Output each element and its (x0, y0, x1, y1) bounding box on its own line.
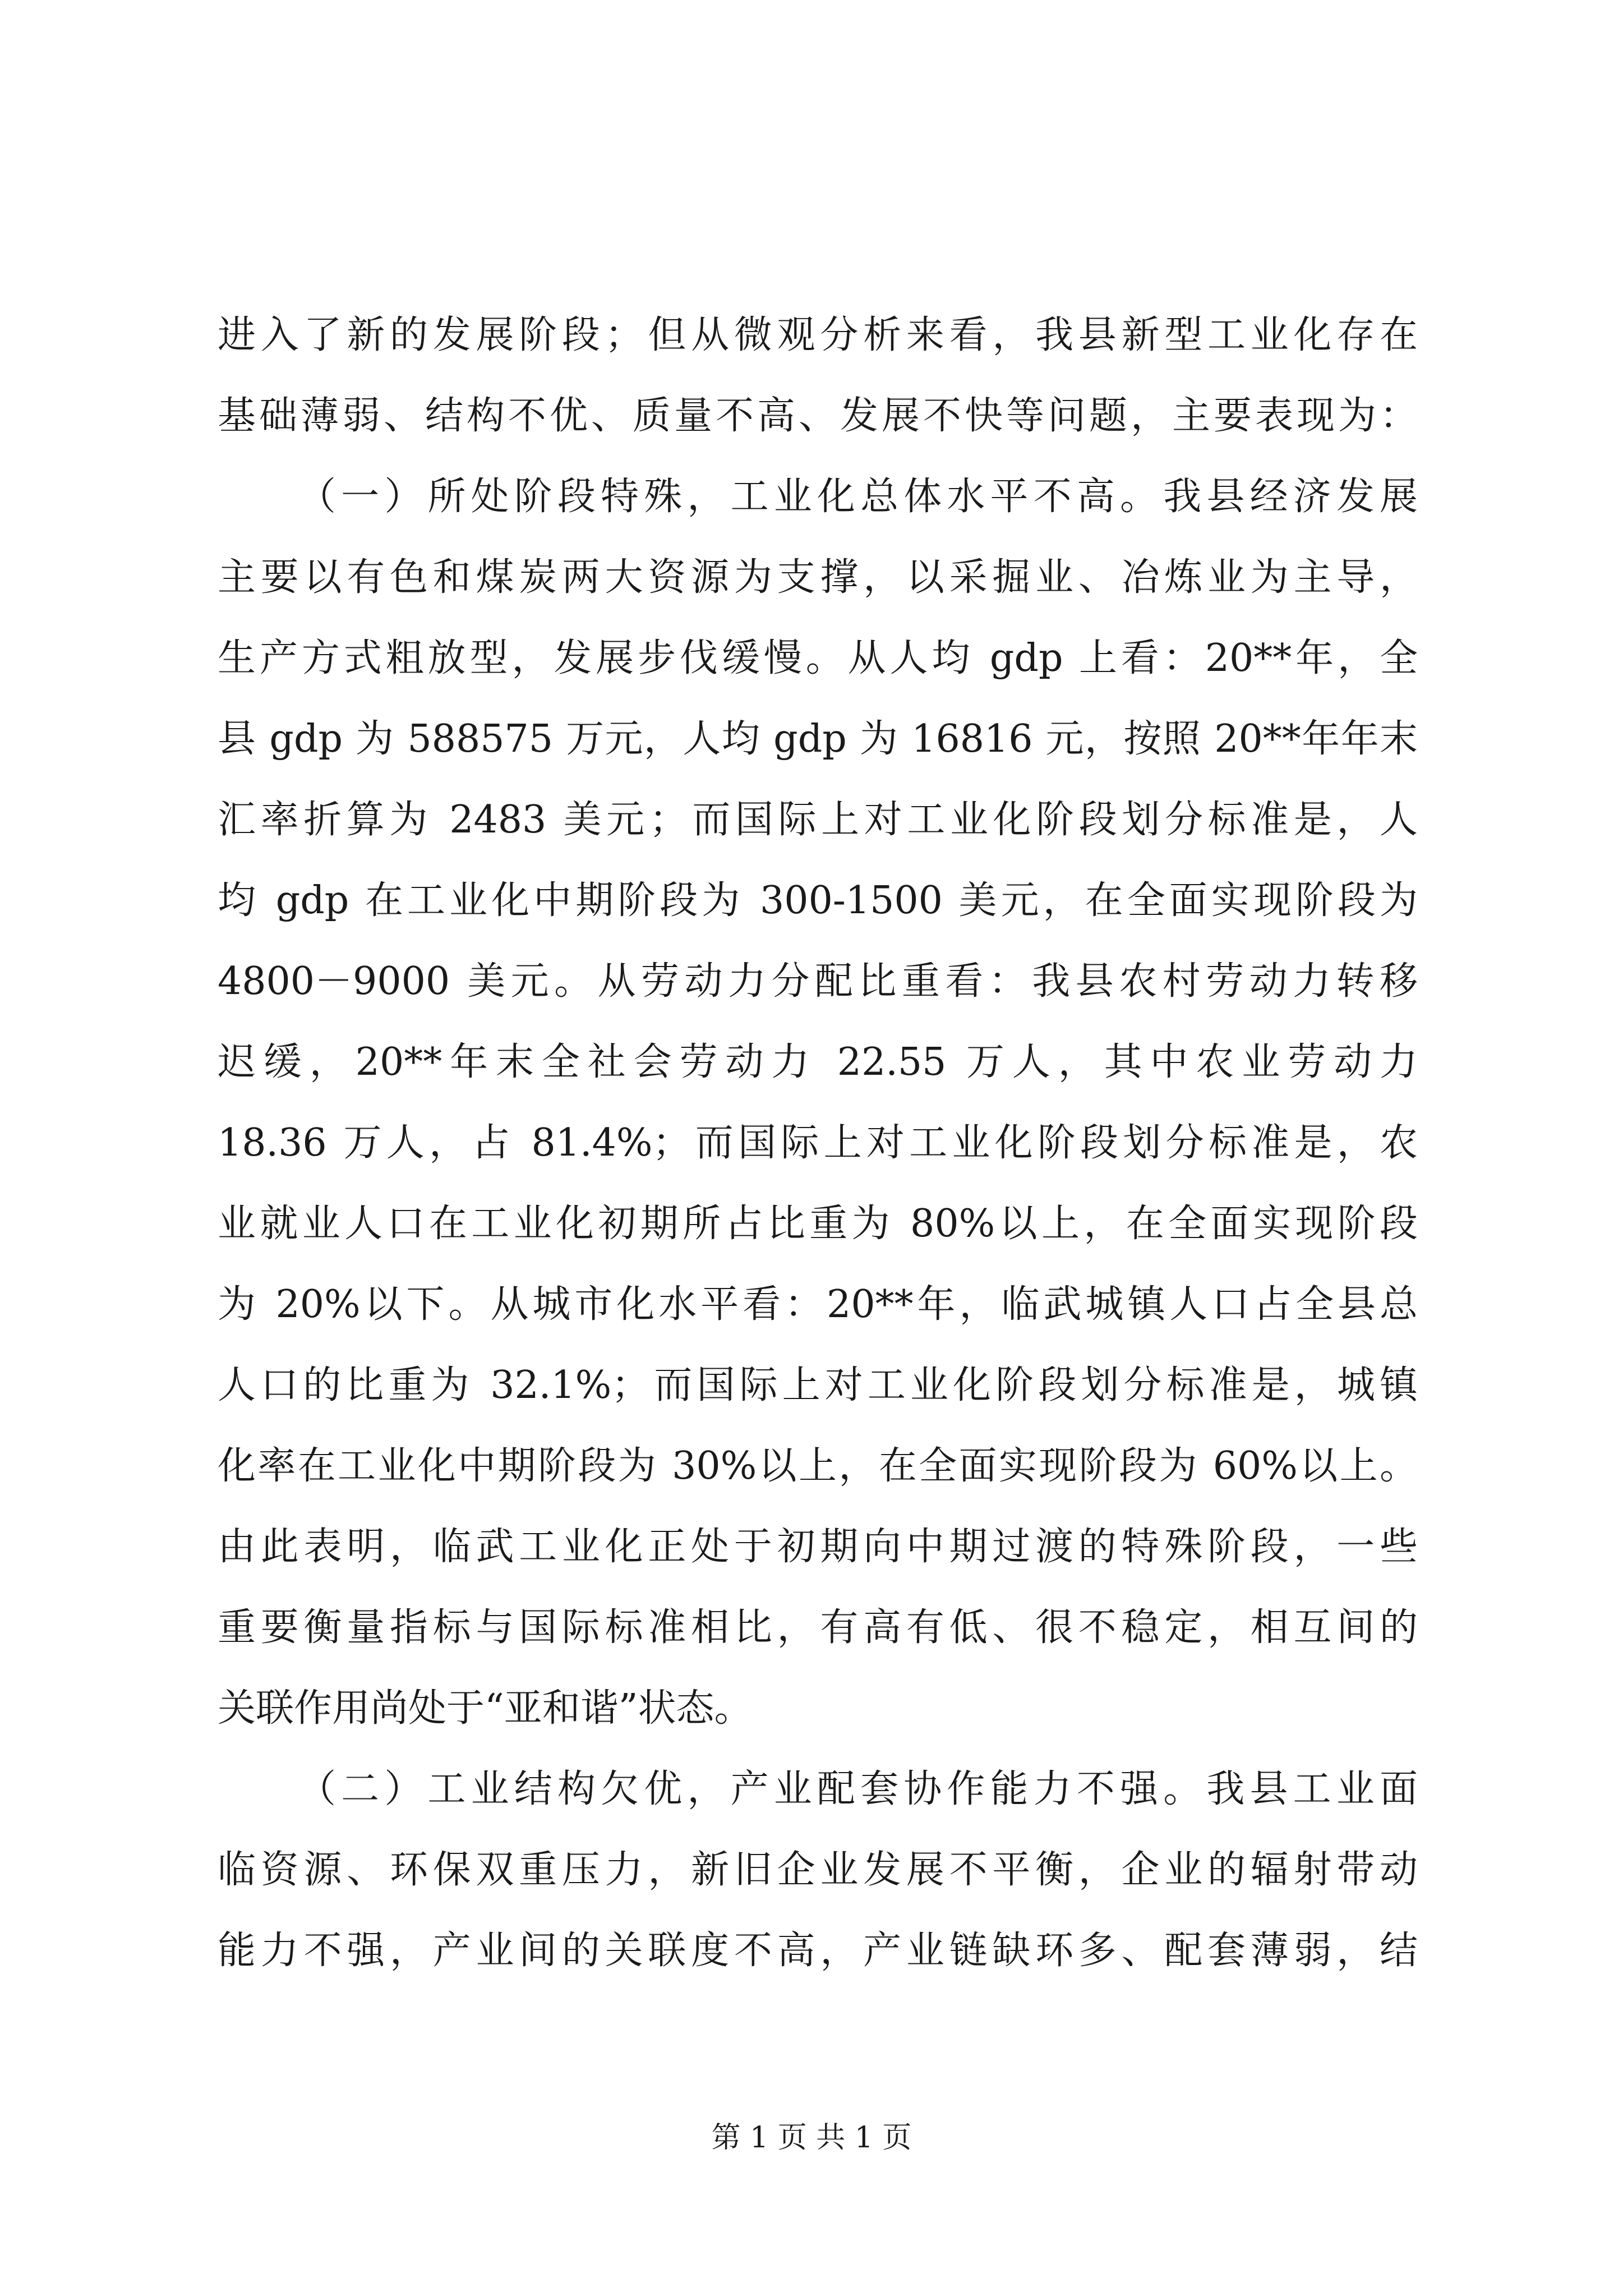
body-text-line: 业就业人口在工业化初期所占比重为 80%以上，在全面实现阶段 (218, 1202, 1418, 1246)
body-text-line: 生产方式粗放型，发展步伐缓慢。从人均 gdp 上看：20**年，全 (218, 636, 1418, 680)
body-text-line: 基础薄弱、结构不优、质量不高、发展不快等问题，主要表现为： (218, 394, 1418, 438)
body-text-line: 县 gdp 为 588575 万元，人均 gdp 为 16816 元，按照 20**年年末 (218, 717, 1418, 761)
section-1-heading-line: （一）所处阶段特殊，工业化总体水平不高。我县经济发展 (298, 475, 1418, 519)
body-text-line: 迟缓，20**年末全社会劳动力 22.55 万人，其中农业劳动力 (218, 1040, 1418, 1084)
body-text-line: 为 20%以下。从城市化水平看：20**年，临武城镇人口占全县总 (218, 1282, 1418, 1327)
body-text-line: 人口的比重为 32.1%；而国际上对工业化阶段划分标准是，城镇 (218, 1363, 1418, 1407)
body-text-line: 由此表明，临武工业化正处于初期向中期过渡的特殊阶段，一些 (218, 1525, 1418, 1569)
body-text-line: 能力不强，产业间的关联度不高，产业链缺环多、配套薄弱，结 (218, 1929, 1418, 1973)
body-text-line: 18.36 万人，占 81.4%；而国际上对工业化阶段划分标准是，农 (218, 1121, 1418, 1165)
body-text-line: 4800－9000 美元。从劳动力分配比重看：我县农村劳动力转移 (218, 959, 1418, 1004)
body-text-line: 均 gdp 在工业化中期阶段为 300-1500 美元，在全面实现阶段为 (218, 878, 1418, 923)
body-text-line: 汇率折算为 2483 美元；而国际上对工业化阶段划分标准是，人 (218, 798, 1418, 842)
body-text-line: 重要衡量指标与国际标准相比，有高有低、很不稳定，相互间的 (218, 1605, 1418, 1650)
body-text-line: 关联作用尚处于“亚和谐”状态。 (218, 1686, 753, 1731)
body-text-line: 化率在工业化中期阶段为 30%以上，在全面实现阶段为 60%以上。 (218, 1444, 1418, 1488)
body-text-line: 主要以有色和煤炭两大资源为支撑，以采掘业、冶炼业为主导， (218, 555, 1418, 600)
page-footer: 第 1 页 共 1 页 (711, 2121, 912, 2155)
body-text-line: 临资源、环保双重压力，新旧企业发展不平衡，企业的辐射带动 (218, 1848, 1418, 1892)
section-2-heading-line: （二）工业结构欠优，产业配套协作能力不强。我县工业面 (298, 1767, 1418, 1811)
body-text-line: 进入了新的发展阶段；但从微观分析来看，我县新型工业化存在 (218, 313, 1418, 357)
